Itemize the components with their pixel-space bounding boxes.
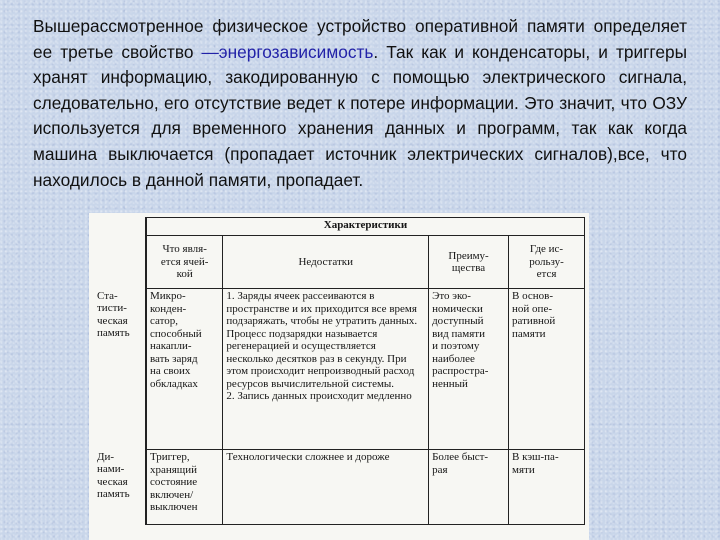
table-row — [94, 289, 585, 450]
column-header-disadvantages — [223, 236, 429, 289]
memory-characteristics-table — [94, 217, 585, 525]
column-header-advantages-label: Преиму- щества — [448, 249, 489, 274]
row-name-static-memory: Ста- тисти- ческая память — [94, 289, 146, 450]
table-group-header-row — [94, 218, 585, 236]
paragraph-text-after: . Так как и конденсаторы, и триггеры хранят информацию, закодированную с помощью электрического сигнала, следовательно, его отсутствие ведет к потере информации. Это значит, что ОЗУ используется для временного хранения данных и программ, так как когда машина выключается (пропадает источник электрических сигналов),все, что находилось в данной памяти, пропадает. — [33, 41, 687, 190]
row-advantages: Более быст- рая — [429, 450, 509, 525]
row-cell-type: Триггер, хранящий состояние включен/ выключен — [146, 450, 223, 525]
slide-paragraph — [33, 14, 687, 193]
table-corner-cell — [94, 218, 146, 289]
column-header-usage-label: Где ис- pользу- ется — [529, 243, 564, 281]
row-advantages: Это эко- номически доступный вид памяти и поэтому наиболее распростра- ненный — [429, 289, 509, 450]
column-header-disadvantages-label: Недостатки — [298, 255, 353, 268]
column-header-cell-label: Что явля- ется ячей- кой — [160, 243, 209, 281]
scanned-table-image — [89, 213, 589, 540]
paragraph-highlight-term: —энергозависимость — [201, 41, 374, 62]
row-usage: В кэш-па- мяти — [509, 450, 585, 525]
row-name-dynamic-memory: Ди- нами- ческая память — [94, 450, 146, 525]
row-usage: В основ- ной опе- ративной памяти — [509, 289, 585, 450]
column-header-usage — [509, 236, 585, 289]
paragraph-text-before: Вышерассмотренное физическое устройство оперативной памяти определяет ее третье свойство — [33, 16, 687, 62]
column-header-advantages — [429, 236, 509, 289]
row-disadvantages: 1. Заряды ячеек рассеиваются в пространстве и их приходится все время подзаряжать, чтобы не утратить данных. Процесс подзарядки называется регенерацией и осуществляется несколько десятков раз в секунду. При этом происходит непроизводный расход ресурсов вычислительной системы. 2. Запись данных происходит медленно — [223, 289, 429, 450]
table-group-header: Характеристики — [146, 218, 585, 236]
table-column-header-row — [94, 236, 585, 289]
row-cell-type: Микро- конден- сатор, способный накапли- вать заряд на своих обкладках — [146, 289, 223, 450]
table-row — [94, 450, 585, 525]
row-disadvantages: Технологически сложнее и дороже — [223, 450, 429, 525]
column-header-cell — [146, 236, 223, 289]
